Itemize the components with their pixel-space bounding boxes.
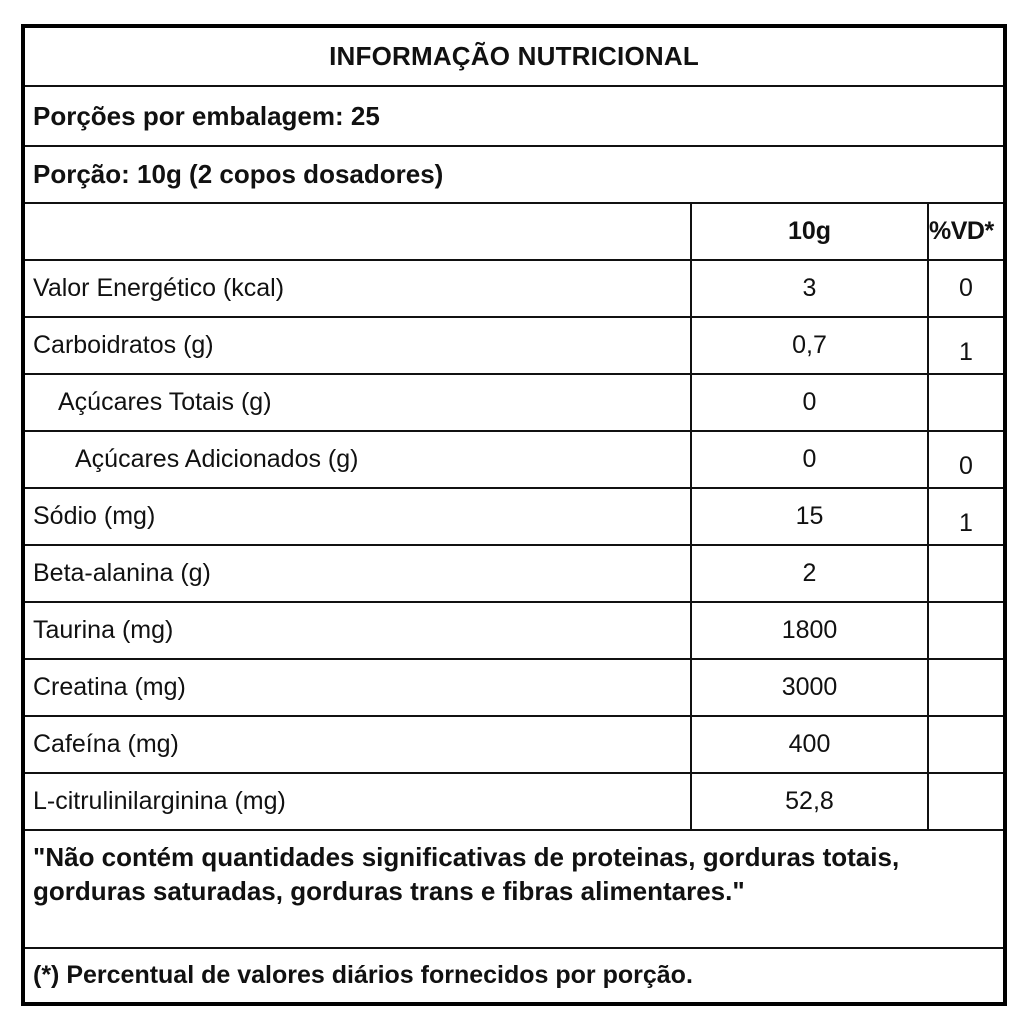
table-row [25, 546, 1003, 603]
nutrient-dv: 1 [959, 509, 973, 537]
column-header-amount: 10g [692, 204, 929, 259]
nutrient-table [25, 204, 1003, 831]
nutrient-name: Cafeína (mg) [25, 717, 692, 772]
nutrient-amount: 0 [692, 375, 929, 430]
nutrient-amount: 52,8 [692, 774, 929, 829]
nutrient-amount: 400 [692, 717, 929, 772]
nutrient-amount: 0,7 [692, 318, 929, 373]
nutrient-dv [929, 660, 1003, 715]
nutrient-dv: 0 [959, 274, 973, 302]
table-row [25, 660, 1003, 717]
nutrient-name: Açúcares Totais (g) [25, 375, 692, 430]
nutrient-name: Valor Energético (kcal) [25, 261, 692, 316]
nutrition-facts-label [21, 24, 1007, 1006]
table-row [25, 717, 1003, 774]
nutrient-dv [929, 774, 1003, 829]
nutrient-name: Creatina (mg) [25, 660, 692, 715]
nutrient-dv: 0 [959, 452, 973, 480]
column-header-dv: %VD* [929, 217, 994, 245]
nutrient-dv [929, 717, 1003, 772]
nutrient-amount: 0 [692, 432, 929, 487]
serving-size: Porção: 10g (2 copos dosadores) [25, 147, 1003, 204]
table-row [25, 489, 1003, 546]
nutrient-name: Taurina (mg) [25, 603, 692, 658]
servings-per-package: Porções por embalagem: 25 [25, 87, 1003, 147]
nutrient-name: Carboidratos (g) [25, 318, 692, 373]
column-header-nutrient [25, 204, 692, 259]
nutrient-amount: 2 [692, 546, 929, 601]
table-row [25, 774, 1003, 831]
dv-footnote: (*) Percentual de valores diários fornecidos por porção. [33, 961, 693, 989]
nutrient-dv [929, 546, 1003, 601]
table-row [25, 375, 1003, 432]
table-row [25, 603, 1003, 660]
disclaimer-note: "Não contém quantidades significativas de proteinas, gorduras totais, gorduras saturadas, gorduras trans e fibras alimentares." [25, 834, 1003, 949]
nutrient-name: Beta-alanina (g) [25, 546, 692, 601]
nutrient-amount: 15 [692, 489, 929, 544]
table-row [25, 318, 1003, 375]
nutrient-amount: 3000 [692, 660, 929, 715]
nutrient-amount: 3 [692, 261, 929, 316]
nutrient-name: Sódio (mg) [25, 489, 692, 544]
nutrient-name: Açúcares Adicionados (g) [25, 432, 692, 487]
nutrient-amount: 1800 [692, 603, 929, 658]
nutrient-name: L-citrulinilarginina (mg) [25, 774, 692, 829]
table-header-row [25, 204, 1003, 261]
table-row [25, 432, 1003, 489]
nutrient-dv: 1 [959, 338, 973, 366]
nutrient-dv [929, 603, 1003, 658]
nutrient-dv [929, 375, 1003, 430]
table-row [25, 261, 1003, 318]
label-title: INFORMAÇÃO NUTRICIONAL [25, 28, 1003, 87]
